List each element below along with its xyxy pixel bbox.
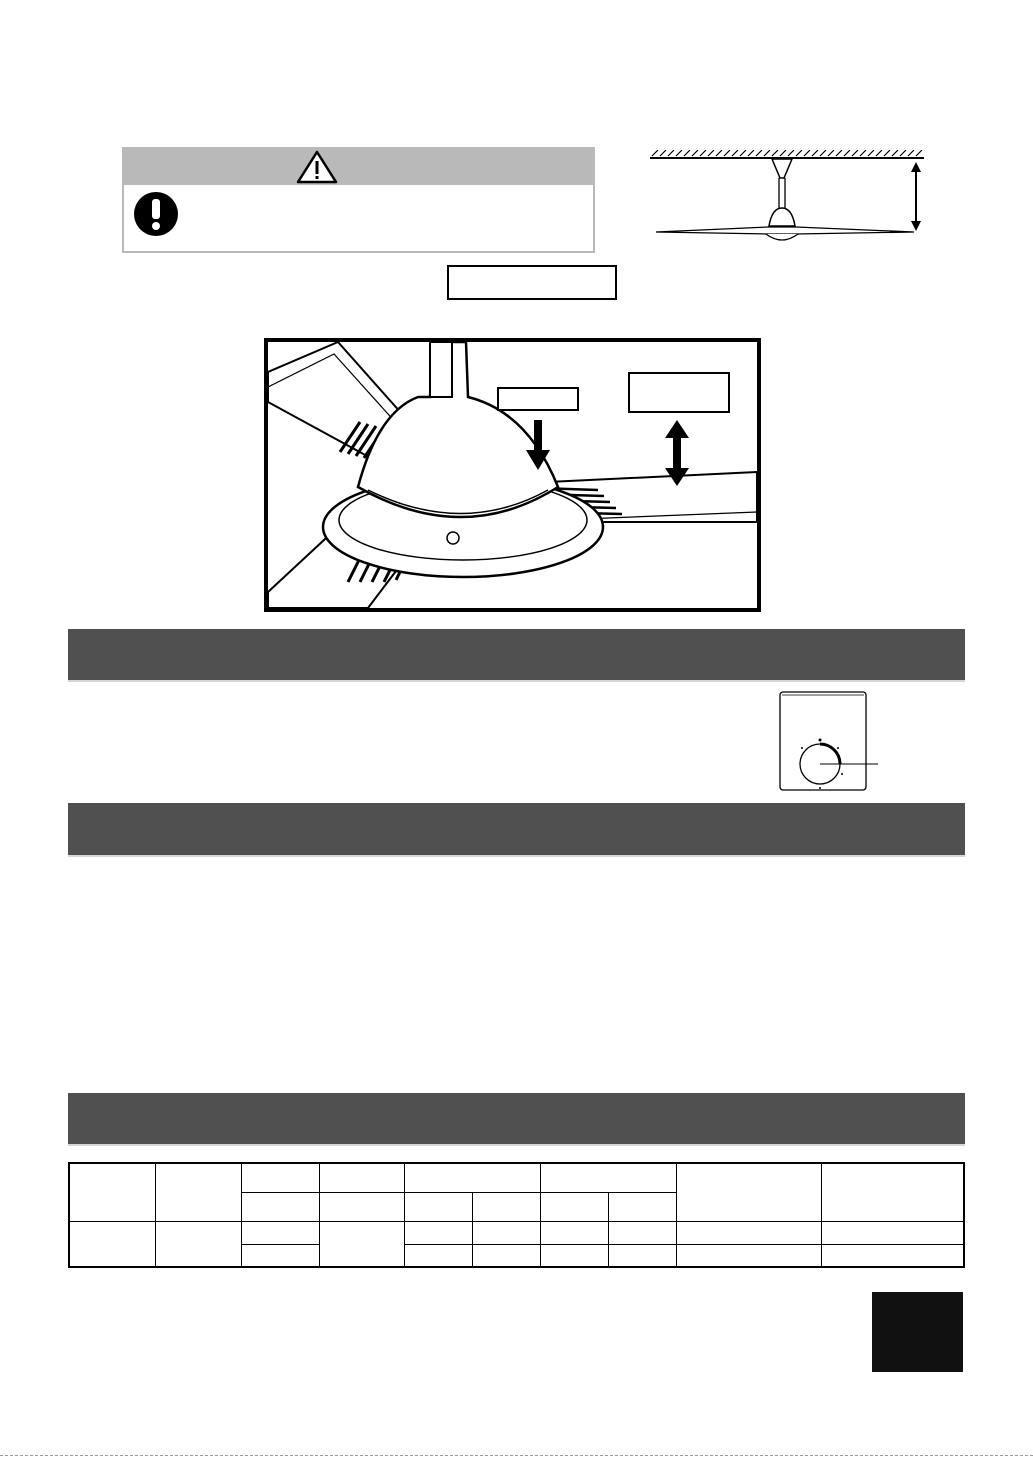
table-cell [404, 1221, 472, 1244]
table-cell [608, 1221, 676, 1244]
label-box-photo-small [497, 387, 579, 411]
table-cell [821, 1244, 964, 1267]
table-cell [676, 1221, 821, 1244]
table-cell [69, 1163, 155, 1221]
table-cell [155, 1221, 241, 1267]
exclamation-circle-icon [133, 191, 179, 237]
table-cell [608, 1192, 676, 1221]
ceiling-fan-diagram [648, 150, 928, 250]
table-cell [319, 1221, 404, 1267]
warning-box [122, 147, 595, 253]
page-tab [872, 1292, 963, 1372]
table-cell [676, 1244, 821, 1267]
table-cell [540, 1221, 608, 1244]
table-cell [319, 1192, 404, 1221]
table-cell [241, 1244, 319, 1267]
table-cell [404, 1244, 472, 1267]
table-cell [540, 1192, 608, 1221]
regulator-switch-icon [778, 690, 890, 794]
table-cell [155, 1163, 241, 1221]
specification-table [68, 1162, 965, 1268]
table-row [69, 1221, 964, 1244]
warning-triangle-icon [296, 150, 338, 184]
table-cell [241, 1221, 319, 1244]
table-cell [241, 1163, 319, 1192]
table-cell [821, 1221, 964, 1244]
table-cell [540, 1163, 676, 1192]
label-box-top [447, 265, 617, 300]
table-cell [472, 1192, 540, 1221]
table-cell [676, 1163, 821, 1221]
section-header-bar-1 [68, 629, 965, 682]
label-box-photo-large [628, 372, 730, 413]
table-cell [404, 1163, 540, 1192]
section-header-bar-2 [68, 803, 965, 857]
bottom-rule [0, 1455, 1033, 1456]
table-cell [69, 1221, 155, 1267]
table-cell [241, 1192, 319, 1221]
table-row [69, 1163, 964, 1192]
table-cell [472, 1221, 540, 1244]
table-cell [472, 1244, 540, 1267]
warning-header [124, 149, 593, 185]
table-cell [821, 1163, 964, 1221]
table-cell [540, 1244, 608, 1267]
table-cell [319, 1163, 404, 1192]
section-header-bar-3 [68, 1093, 965, 1146]
table-cell [608, 1244, 676, 1267]
table-cell [404, 1192, 472, 1221]
